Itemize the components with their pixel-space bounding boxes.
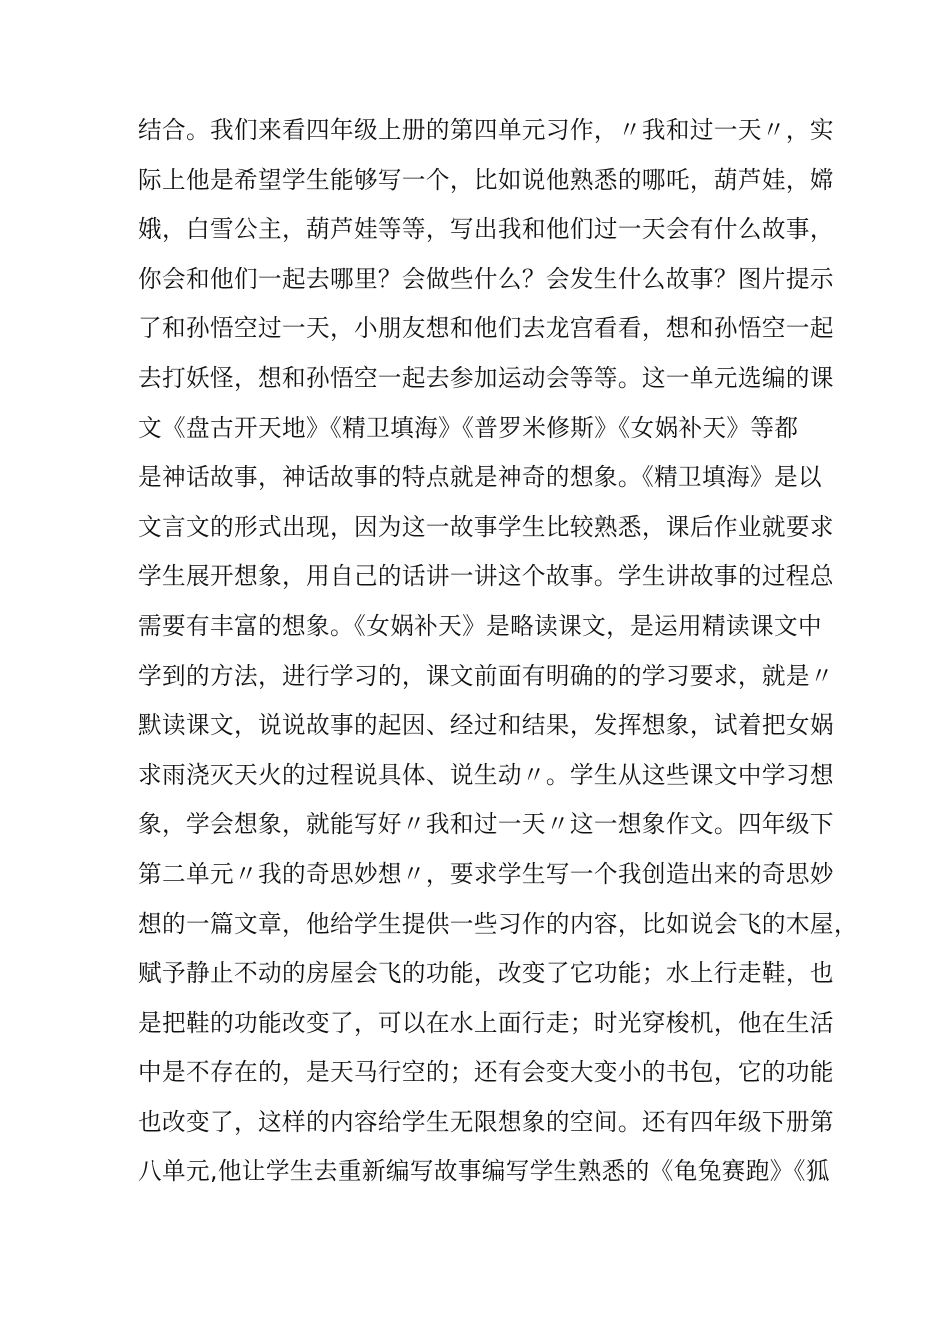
text-line: 学生展开想象，用自己的话讲一讲这个故事。学生讲故事的过程总 [138, 562, 834, 591]
text-line: 学到的方法，进行学习的，课文前面有明确的的学习要求，就是〃 [138, 661, 834, 690]
text-line: 是把鞋的功能改变了，可以在水上面行走；时光穿梭机，他在生活 [138, 1008, 834, 1037]
text-line: 也改变了，这样的内容给学生无限想象的空间。还有四年级下册第 [138, 1107, 834, 1136]
text-line: 文言文的形式出现，因为这一故事学生比较熟悉，课后作业就要求 [138, 512, 834, 541]
text-line: 去打妖怪，想和孙悟空一起去参加运动会等等。这一单元选编的课 [138, 363, 834, 392]
body-text [138, 106, 858, 1197]
text-line: 娥，白雪公主，葫芦娃等等，写出我和他们过一天会有什么故事， [138, 215, 834, 244]
text-line: 是神话故事，神话故事的特点就是神奇的想象。《精卫填海》是以 [138, 463, 823, 492]
text-line: 想的一篇文章，他给学生提供一些习作的内容，比如说会飞的木屋， [138, 909, 858, 938]
text-line: 需要有丰富的想象。《女娲补天》是略读课文，是运用精读课文中 [138, 611, 823, 640]
text-line: 赋予静止不动的房屋会飞的功能，改变了它功能；水上行走鞋，也 [138, 959, 834, 988]
text-line: 八单元,他让学生去重新编写故事编写学生熟悉的《龟兔赛跑》《狐 [138, 1157, 830, 1186]
text-line: 象，学会想象，就能写好〃我和过一天〃这一想象作文。四年级下 [138, 810, 834, 839]
text-line: 中是不存在的，是天马行空的；还有会变大变小的书包，它的功能 [138, 1058, 834, 1087]
text-line: 默读课文，说说故事的起因、经过和结果，发挥想象，试着把女娲 [138, 711, 834, 740]
text-line: 结合。我们来看四年级上册的第四单元习作，〃我和过一天〃，实 [138, 116, 834, 144]
text-line: 求雨浇灭天火的过程说具体、说生动〃。学生从这些课文中学习想 [138, 760, 834, 789]
text-line: 文《盘古开天地》《精卫填海》《普罗米修斯》《女娲补天》等都 [138, 413, 799, 442]
text-line: 第二单元〃我的奇思妙想〃，要求学生写一个我创造出来的奇思妙 [138, 859, 834, 888]
text-line: 际上他是希望学生能够写一个，比如说他熟悉的哪吒，葫芦娃，嫦 [138, 165, 834, 194]
text-line: 了和孙悟空过一天，小朋友想和他们去龙宫看看，想和孙悟空一起 [138, 314, 834, 343]
text-line: 你会和他们一起去哪里？会做些什么？会发生什么故事？图片提示 [138, 264, 834, 293]
